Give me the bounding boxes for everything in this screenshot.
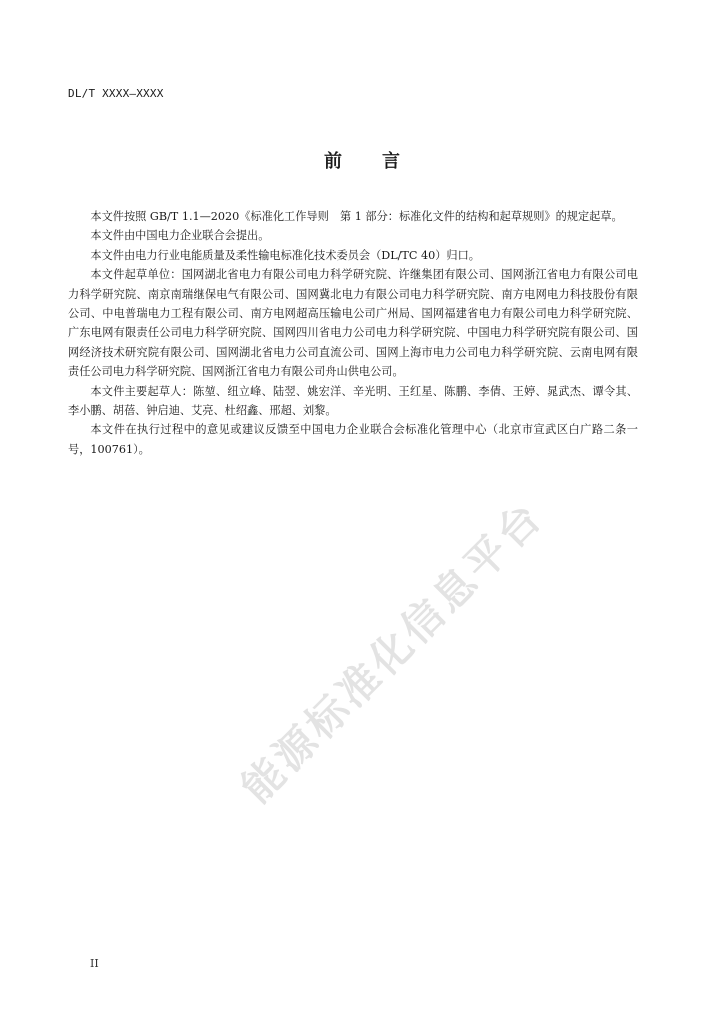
page-title: 前言: [324, 151, 440, 172]
document-code: DL/T XXXX—XXXX: [68, 87, 164, 100]
watermark: 能源标准化信息平台: [232, 491, 553, 813]
paragraph-committee: 本文件由电力行业电能质量及柔性输电标准化技术委员会（DL/TC 40）归口。: [90, 248, 480, 262]
page-number: II: [90, 957, 99, 970]
paragraph-feedback: 本文件在执行过程中的意见或建议反馈至中国电力企业联合会标准化管理中心（北京市宣武区白广路二条一号，100761）。: [68, 423, 638, 456]
paragraph-drafting-rules: 本文件按照 GB/T 1.1—2020《标准化工作导则 第 1 部分：标准化文件的结构和起草规则》的规定起草。: [90, 210, 623, 223]
foreword-body: [68, 207, 638, 459]
paragraph-drafting-units: 本文件起草单位：国网湖北省电力有限公司电力科学研究院、许继集团有限公司、国网浙江省电力有限公司电力科学研究院、南京南瑞继保电气有限公司、国网冀北电力有限公司电力科学研究院、南方电网电力科技股份有限公司、中电普瑞电力工程有限公司、南方电网超高压输电公司广州局、国网福建省电力有限公司电力科学研究院、广东电网有限责任公司电力科学研究院、国网四川省电力公司电力科学研究院、中国电力科学研究院有限公司、国网经济技术研究院有限公司、国网湖北省电力公司直流公司、国网上海市电力公司电力科学研究院、云南电网有限责任公司电力科学研究院、国网浙江省电力有限公司舟山供电公司。: [68, 268, 638, 379]
paragraph-proposer: 本文件由中国电力企业联合会提出。: [90, 229, 270, 243]
paragraph-drafters: 本文件主要起草人：陈堃、纽立峰、陆翌、姚宏洋、辛光明、王红星、陈鹏、李倩、王婷、晁武杰、谭令其、李小鹏、胡蓓、钟启迪、艾亮、杜绍鑫、邢超、刘黎。: [68, 384, 638, 418]
